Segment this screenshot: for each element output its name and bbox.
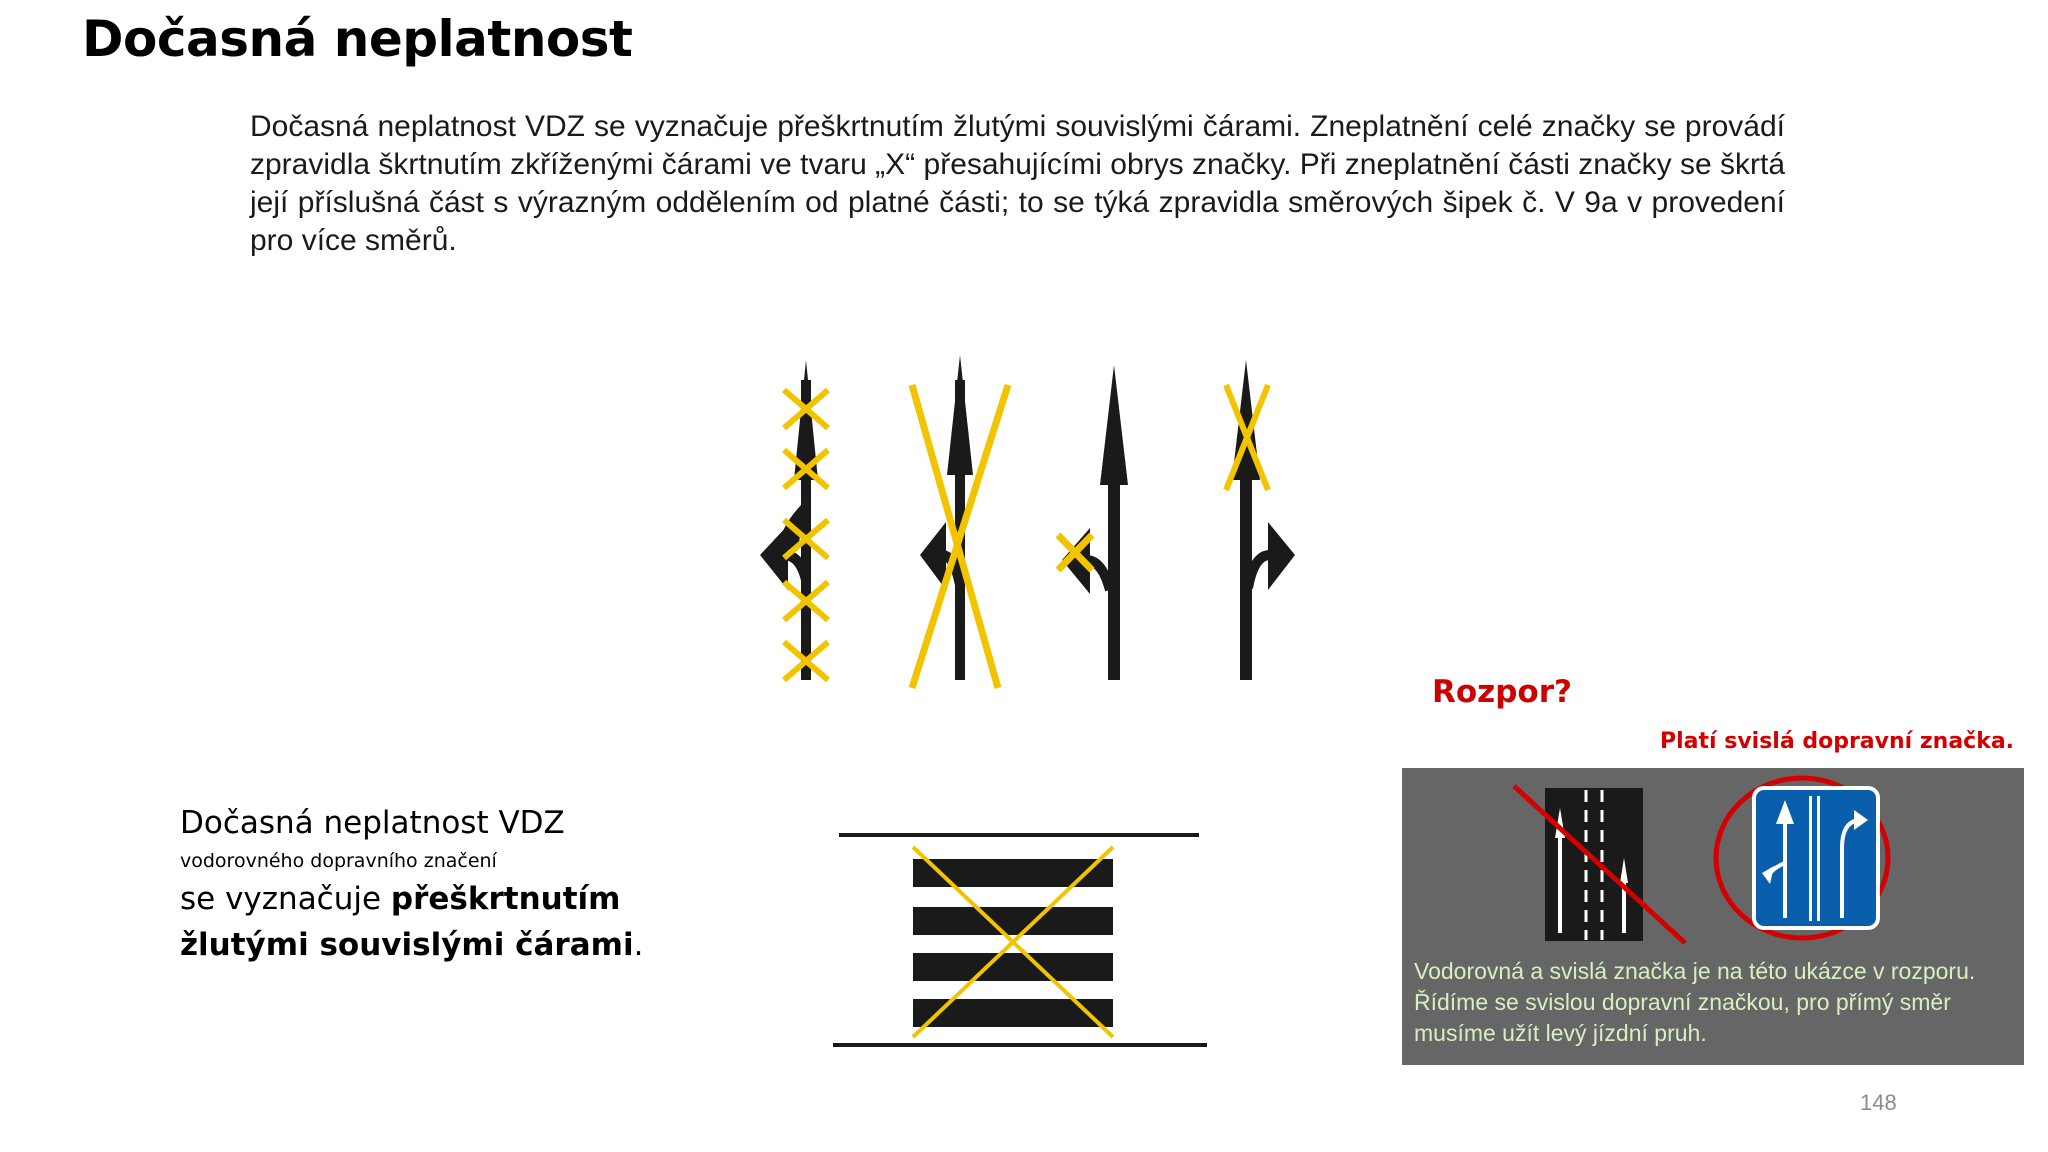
arrows-illustration xyxy=(740,350,1320,690)
road-marking-crossed-icon xyxy=(1514,786,1685,943)
left-caption-line3 xyxy=(180,876,643,922)
arrow-crossed-whole-icon xyxy=(912,355,1008,688)
left-caption-line4 xyxy=(180,922,643,968)
left-caption-line3-bold: přeškrtnutím xyxy=(390,881,621,917)
conflict-example-text: Vodorovná a svislá značka je na této ukázce v rozporu. Řídíme se svislou dopravní značkou, pro přímý směr musíme užít levý jízdní pruh. xyxy=(1414,958,1976,1046)
page-number: 148 xyxy=(1860,1090,1897,1115)
lane-sign-icon xyxy=(1716,778,1888,938)
left-caption xyxy=(180,800,643,968)
left-caption-line1: Dočasná neplatnost VDZ xyxy=(180,805,565,841)
arrow-crossed-parts-icon xyxy=(760,360,828,680)
left-caption-small: vodorovného dopravního značení xyxy=(180,850,497,872)
intro-paragraph: Dočasná neplatnost VDZ se vyznačuje přeškrtnutím žlutými souvislými čárami. Zneplatnění celé značky se provádí zpravidla škrtnutím zkříženými čárami ve tvaru „X“ přesahujícími obrys značky. Při zneplatnění části značky se škrtá její příslušná část s výrazným oddělením od platné části; to se týká zpravidla směrových šipek č. V 9a v provedení pro více směrů. xyxy=(250,110,1785,257)
rozpor-heading: Rozpor? xyxy=(1432,674,1572,710)
left-caption-line4-post: . xyxy=(633,927,644,963)
plati-note: Platí svislá dopravní značka. xyxy=(1660,729,2015,754)
conflict-example-panel xyxy=(1402,768,2024,1065)
arrow-crossed-left-part-icon xyxy=(1058,365,1128,680)
page-title: Dočasná neplatnost xyxy=(82,10,633,68)
pedestrian-crossing-crossed-icon xyxy=(825,815,1215,1065)
arrow-crossed-straight-part-icon xyxy=(1226,360,1295,680)
left-caption-line3-pre: se vyznačuje xyxy=(180,881,391,917)
left-caption-line4-bold: žlutými souvislými čárami xyxy=(180,927,634,963)
